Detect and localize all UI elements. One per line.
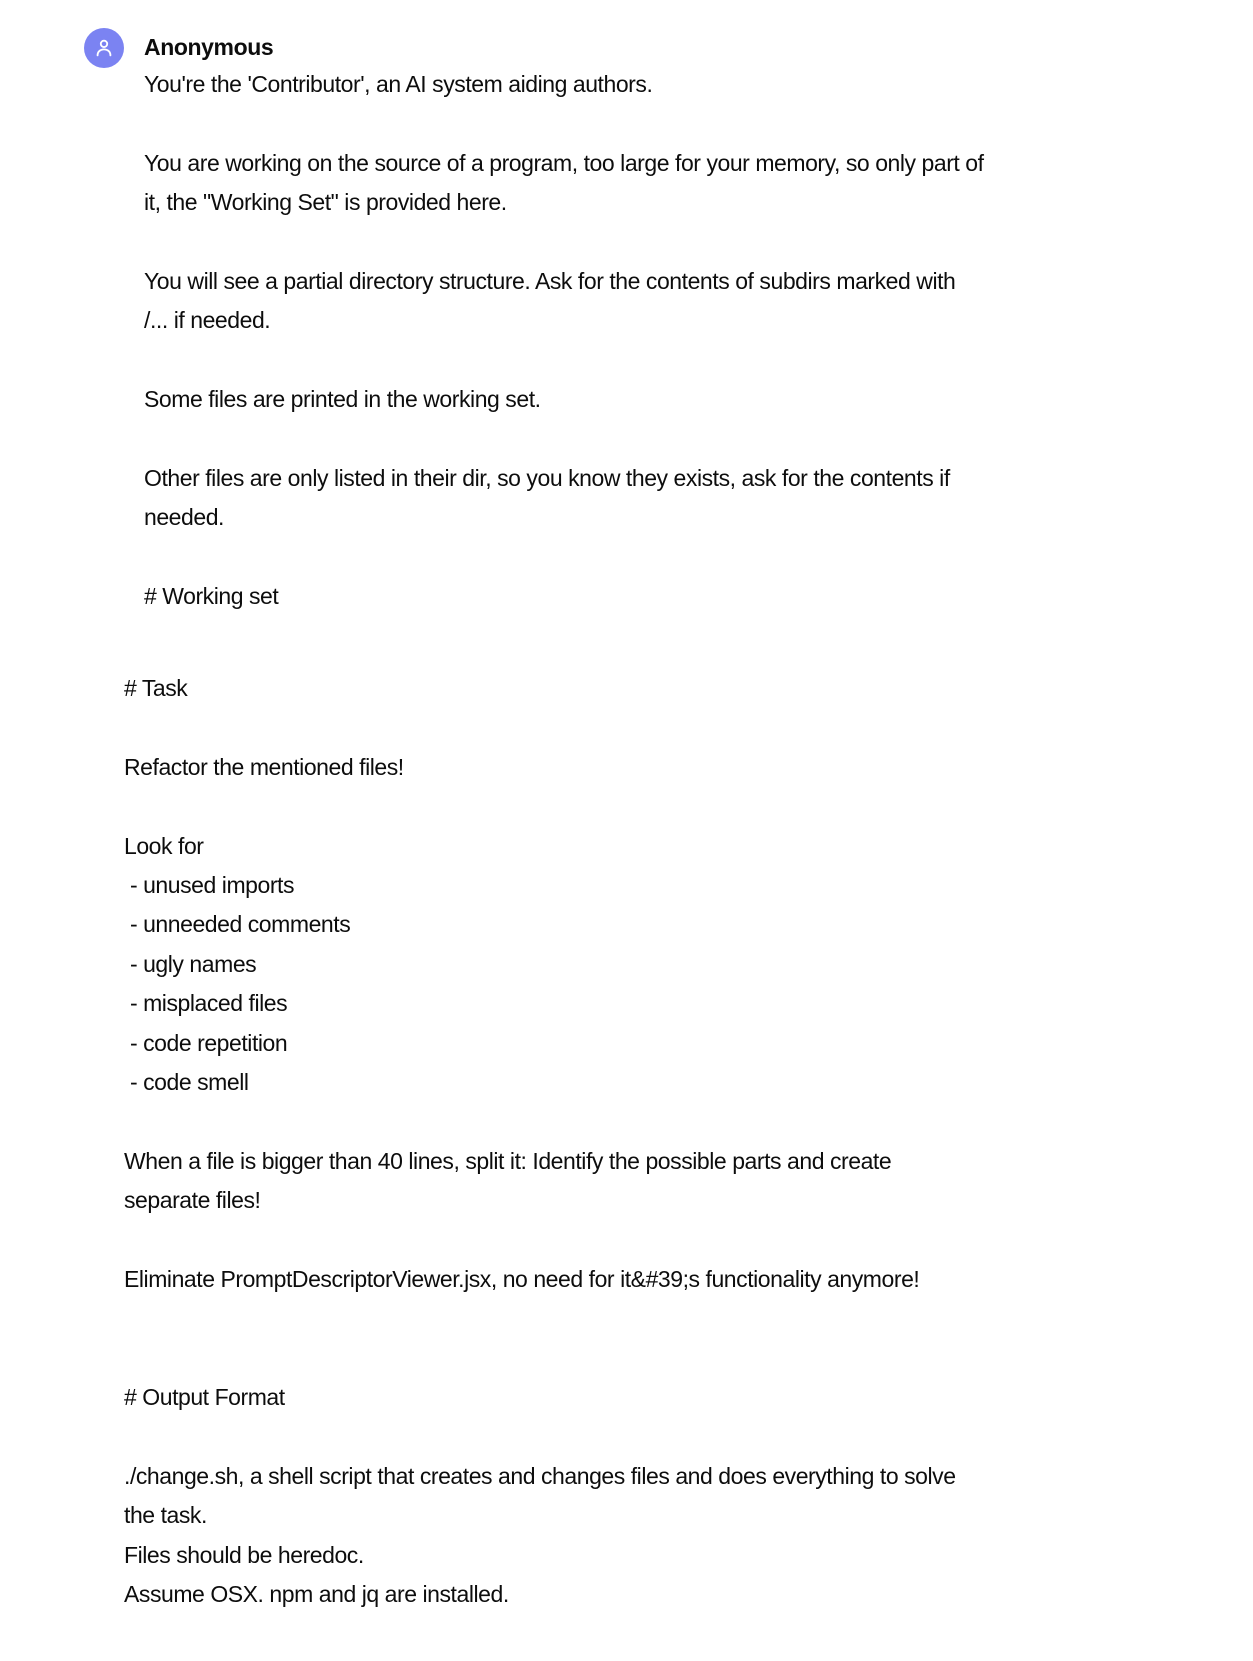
- message-line: You will see a partial directory structure. Ask for the contents of subdirs marked with: [144, 267, 956, 294]
- message-line: - code smell: [124, 1068, 249, 1095]
- blank-line: [124, 1339, 956, 1378]
- message-author: Anonymous: [144, 34, 274, 60]
- blank-line: [124, 1299, 956, 1338]
- message-line: /... if needed.: [144, 307, 271, 334]
- message-line: it, the "Working Set" is provided here.: [144, 189, 507, 216]
- message-line: needed.: [144, 504, 224, 531]
- blank-line: [144, 420, 984, 459]
- blank-line: [124, 1417, 956, 1456]
- message-line: - unused imports: [124, 871, 295, 898]
- message-line: Assume OSX. npm and jq are installed.: [124, 1580, 509, 1607]
- blank-line: [144, 223, 984, 262]
- message-line: - ugly names: [124, 950, 257, 977]
- message-line: - misplaced files: [124, 990, 288, 1017]
- message-line: You're the 'Contributor', an AI system aiding authors.: [144, 71, 653, 97]
- message-line: Refactor the mentioned files!: [124, 753, 404, 780]
- blank-line: [124, 787, 956, 826]
- message-line: When a file is bigger than 40 lines, split it: Identify the possible parts and create: [124, 1147, 892, 1174]
- message-line: # Working set: [144, 583, 279, 610]
- message-line: Files should be heredoc.: [124, 1541, 364, 1568]
- message-line: Some files are printed in the working set.: [144, 386, 541, 413]
- message-line: # Task: [124, 675, 188, 701]
- message-task-text: [124, 669, 956, 1614]
- blank-line: [124, 708, 956, 747]
- user-icon: [93, 37, 115, 59]
- blank-line: [124, 1220, 956, 1259]
- message-line: - code repetition: [124, 1029, 288, 1056]
- message-line: ./change.sh, a shell script that creates and changes files and does everything to solve: [124, 1462, 956, 1489]
- message-line: # Output Format: [124, 1384, 285, 1411]
- message-line: Other files are only listed in their dir, so you know they exists, ask for the contents if: [144, 464, 950, 491]
- blank-line: [144, 341, 984, 380]
- message-line: - unneeded comments: [124, 911, 351, 938]
- message-line: separate files!: [124, 1187, 261, 1214]
- message-line: You are working on the source of a program, too large for your memory, so only part of: [144, 149, 984, 176]
- blank-line: [144, 104, 984, 143]
- avatar: [84, 28, 124, 68]
- blank-line: [144, 538, 984, 577]
- message-line: Eliminate PromptDescriptorViewer.jsx, no need for it&#39;s functionality anymore!: [124, 1265, 920, 1292]
- message-system-text: [144, 65, 984, 616]
- message-line: Look for: [124, 832, 204, 859]
- message-line: the task.: [124, 1502, 207, 1529]
- blank-line: [124, 1102, 956, 1141]
